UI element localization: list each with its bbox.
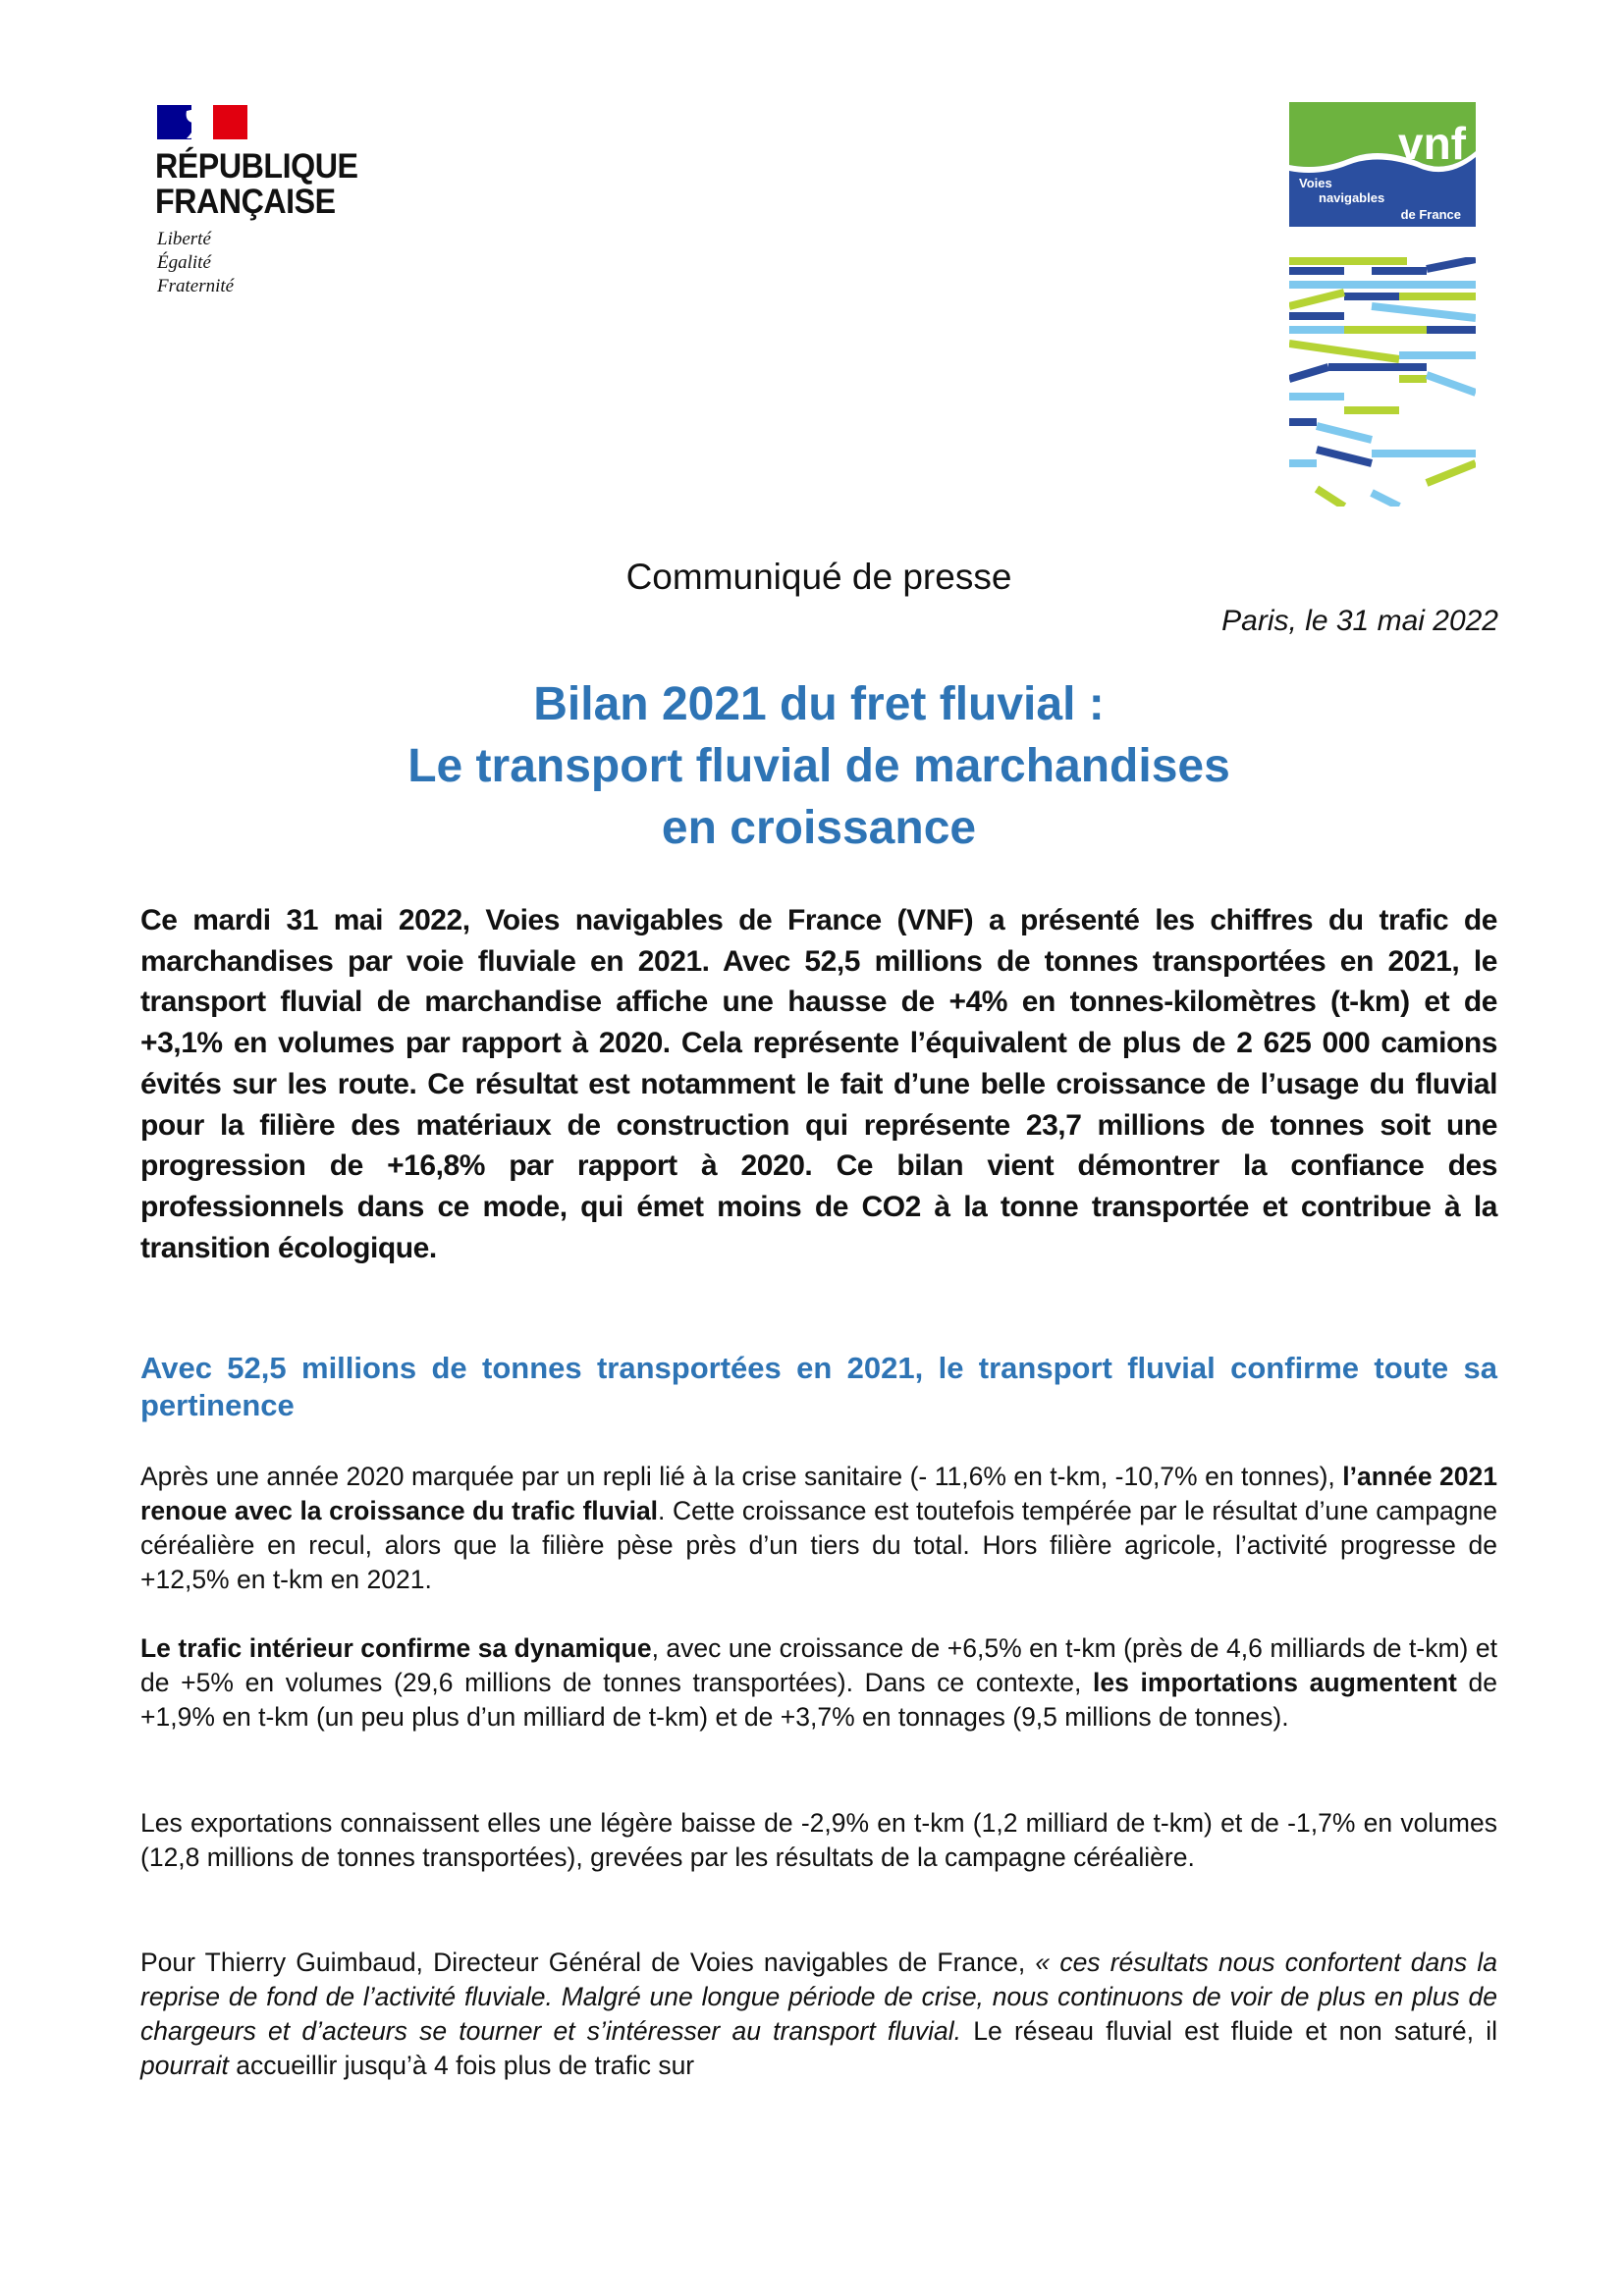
body-paragraph-2 [140, 1631, 1497, 1735]
rf-line1: RÉPUBLIQUE [155, 147, 358, 186]
motto-fraternite: Fraternité [157, 276, 235, 296]
motto-egalite: Égalité [157, 252, 211, 273]
republique-francaise-wordmark [155, 149, 358, 220]
stripes [1289, 259, 1476, 507]
vnf-brand: vnf [1398, 118, 1466, 169]
italic-text: pourrait [140, 2051, 229, 2080]
headline [140, 673, 1497, 859]
vnf-line1: Voies [1299, 176, 1332, 190]
lead-paragraph: Ce mardi 31 mai 2022, Voies navigables de France (VNF) a présenté les chiffres du trafic de marchandises par voie fluviale en 2021. Avec 52,5 millions de tonnes transportées en 2021, le transport fluvial de marchandise affiche une hausse de +4% en tonnes-kilomètres (t-km) et de +3,1% en volumes par rapport à 2020. Cela représente l’équivalent de plus de 2 625 000 camions évités sur les route. Ce résultat est notamment le fait d’une belle croissance de l’usage du fluvial pour la filière des matériaux de construction qui représente 23,7 millions de tonnes soit une progression de +16,8% par rapport à 2020. Ce bilan vient démontrer la confiance des professionnels dans ce mode, qui émet moins de CO2 à la tonne transportée et contribue à la transition écologique. [140, 904, 1497, 1264]
release-date: Paris, le 31 mai 2022 [1221, 605, 1498, 637]
text: accueillir jusqu’à 4 fois plus de trafic sur [228, 2051, 695, 2080]
text: de +1,9% en t-km (un peu plus d’un milliard de t-km) et de +3,7% en tonnages (9,5 millions de tonnes). [140, 1668, 1497, 1732]
quote-text: « ces résultats nous confortent dans la reprise de fond de l’activité fluviale. Malgré une longue période de crise, nous continuons de voir de plus en plus de chargeurs et d’acteurs se tourner et s’intéresser au transport fluvial. [140, 1948, 1497, 2046]
text: , avec une croissance de +6,5% en t-km (près de 4,6 milliards de t-km) et de +5% en volumes (29,6 millions de tonnes transportées). Dans ce contexte, [140, 1633, 1497, 1697]
rf-motto [157, 228, 234, 298]
body-paragraph-4 [140, 1946, 1497, 2083]
body-paragraph-3 [140, 1806, 1497, 1875]
text: Après une année 2020 marquée par un repli lié à la crise sanitaire (- 11,6% en t-km, -10,7% en tonnes), [140, 1462, 1343, 1491]
text: Pour Thierry Guimbaud, Directeur Général de Voies navigables de France, [140, 1948, 1036, 1977]
text: Les exportations connaissent elles une légère baisse de -2,9% en t-km (1,2 milliard de t-km) et de -1,7% en volumes (12,8 millions de tonnes transportées), grevées par les résultats de la campagne céréalière. [140, 1808, 1497, 1872]
vnf-logo [1289, 102, 1476, 227]
text: . Cette croissance est toutefois tempérée par le résultat d’une campagne céréalière en recul, alors que la filière pèse près d’un tiers du total. Hors filière agricole, l’activité progresse de +12,5% en t-km en 2021. [140, 1496, 1497, 1594]
vnf-line2: navigables [1319, 190, 1385, 205]
section-heading: Avec 52,5 millions de tonnes transportées en 2021, le transport fluvial confirme toute sa pertinence [140, 1351, 1497, 1422]
rf-line2: FRANÇAISE [155, 183, 336, 221]
body-paragraph-1 [140, 1460, 1497, 1597]
text: Le réseau fluvial est fluide et non saturé, il [961, 2016, 1497, 2046]
bold-text: les importations augmentent [1093, 1668, 1457, 1697]
vnf-stripes-graphic [1289, 257, 1476, 507]
press-release-title: Communiqué de presse [625, 557, 1012, 597]
headline-line-3: en croissance [661, 802, 977, 854]
marianne-logo [157, 105, 247, 139]
headline-line-2: Le transport fluvial de marchandises [407, 740, 1230, 792]
vnf-line3: de France [1400, 207, 1461, 222]
bold-text: l’année 2021 renoue avec la croissance du trafic fluvial [140, 1462, 1497, 1525]
motto-liberte: Liberté [157, 229, 211, 249]
headline-line-1: Bilan 2021 du fret fluvial : [533, 678, 1105, 730]
bold-text: Le trafic intérieur confirme sa dynamique [140, 1633, 652, 1663]
